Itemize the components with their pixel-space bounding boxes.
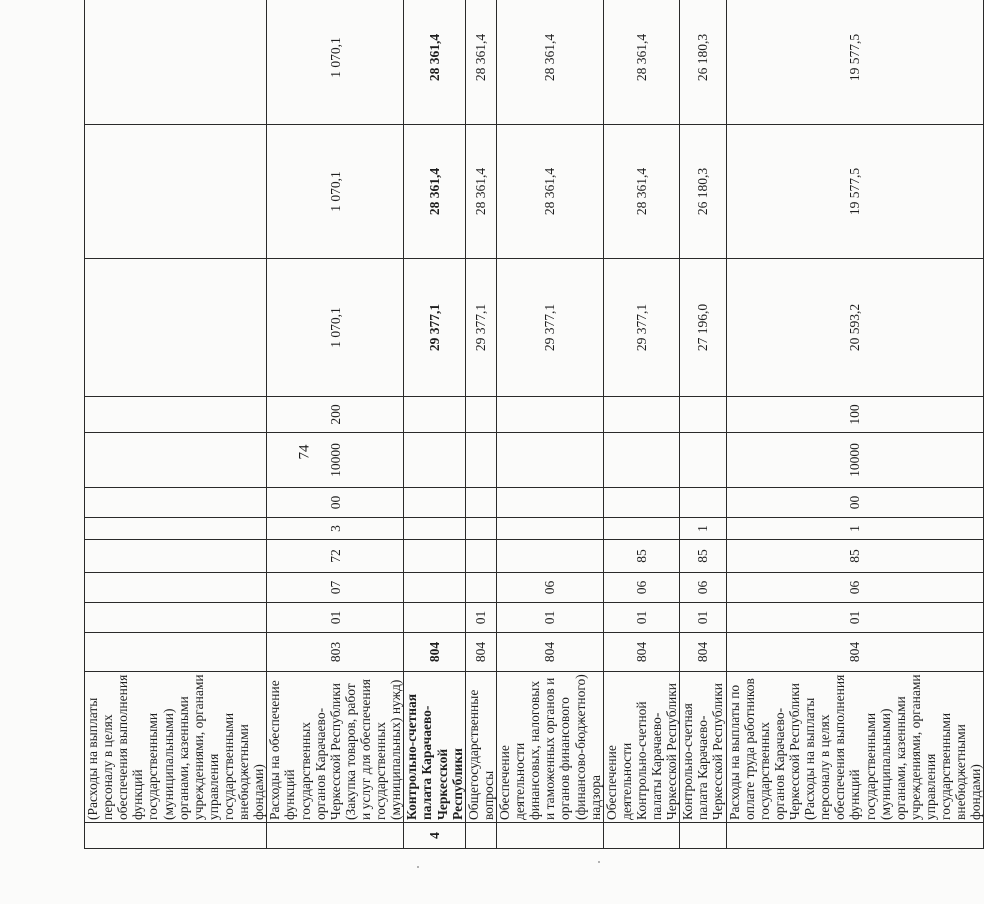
podrazdel-code (85, 573, 267, 603)
cs-direction-code: 10000 (726, 433, 984, 488)
amount-year-2: 26 180,3 (680, 125, 726, 259)
row-name: (Расходы на выплаты персоналу в целях обеспечения выполнения функций государственными (муниципальными) органами, казенными учреждениями, органами управления государственными внебюджетными фондами) (85, 672, 267, 823)
table-row (496, 0, 603, 849)
amount-year-3: 1 070,1 (267, 0, 404, 125)
amount-year-3: 28 361,4 (404, 0, 465, 125)
table-row (404, 0, 465, 849)
podrazdel-code: 06 (726, 573, 984, 603)
cs-measure-code (85, 488, 267, 518)
row-name: Расходы на выплаты по оплате труда работников государственных органов Карачаево-Черкесской Республики (Расходы на выплаты персоналу в целях обеспечения выполнения функций государственными (муниципальными) органами, казенными учреждениями, органами управления государственными внебюджетными фондами) (726, 672, 984, 823)
razdel-code: 01 (465, 603, 496, 633)
podrazdel-code: 06 (680, 573, 726, 603)
row-index (726, 823, 984, 849)
cs-direction-code (603, 433, 680, 488)
cs-subprogram-code (603, 518, 680, 540)
vr-code: 200 (267, 397, 404, 433)
ved-code: 804 (603, 633, 680, 672)
amount-year-3: 26 180,3 (680, 0, 726, 125)
amount-year-2: 28 361,4 (465, 125, 496, 259)
amount-year-1: 27 196,0 (680, 259, 726, 397)
podrazdel-code: 07 (267, 573, 404, 603)
amount-year-1: 29 377,1 (404, 259, 465, 397)
amount-year-1: 29 377,1 (496, 259, 603, 397)
ved-code: 804 (465, 633, 496, 672)
cs-program-code (465, 540, 496, 573)
ved-code: 803 (267, 633, 404, 672)
budget-table (84, 0, 984, 849)
cs-program-code (85, 540, 267, 573)
table-row (465, 0, 496, 849)
row-index (267, 823, 404, 849)
row-name: Обеспечение деятельности финансовых, налоговых и таможенных органов и органов финансового (финансово-бюджетного) надзора (496, 672, 603, 823)
cs-program-code (496, 540, 603, 573)
row-index: 4 (404, 823, 465, 849)
cs-direction-code (496, 433, 603, 488)
scan-speck (417, 866, 419, 868)
amount-year-1: 29 377,1 (465, 259, 496, 397)
amount-year-3: 28 361,4 (603, 0, 680, 125)
row-name: Контрольно-счетная палата Карачаево-Черкесской Республики (680, 672, 726, 823)
row-index (680, 823, 726, 849)
vr-code (465, 397, 496, 433)
vr-code (603, 397, 680, 433)
ved-code: 804 (496, 633, 603, 672)
scan-speck (598, 861, 600, 863)
cs-measure-code (680, 488, 726, 518)
ved-code: 804 (726, 633, 984, 672)
amount-year-1 (85, 259, 267, 397)
amount-year-1: 29 377,1 (603, 259, 680, 397)
razdel-code: 01 (496, 603, 603, 633)
table-row (726, 0, 984, 849)
cs-program-code: 85 (726, 540, 984, 573)
podrazdel-code (404, 573, 465, 603)
cs-direction-code: 10000 (267, 433, 404, 488)
cs-direction-code (680, 433, 726, 488)
razdel-code: 01 (267, 603, 404, 633)
razdel-code: 01 (726, 603, 984, 633)
amount-year-3: 19 577,5 (726, 0, 984, 125)
amount-year-1: 20 593,2 (726, 259, 984, 397)
cs-measure-code (465, 488, 496, 518)
cs-measure-code: 00 (267, 488, 404, 518)
amount-year-2 (85, 125, 267, 259)
ved-code: 804 (680, 633, 726, 672)
cs-program-code: 85 (603, 540, 680, 573)
row-name: Обеспечение деятельности Контрольно-счетной палаты Карачаево-Черкесской Республики (603, 672, 680, 823)
vr-code: 100 (726, 397, 984, 433)
podrazdel-code (465, 573, 496, 603)
amount-year-3: 28 361,4 (496, 0, 603, 125)
amount-year-3 (85, 0, 267, 125)
ved-code: 804 (404, 633, 465, 672)
amount-year-3: 28 361,4 (465, 0, 496, 125)
cs-measure-code: 00 (726, 488, 984, 518)
cs-measure-code (496, 488, 603, 518)
cs-measure-code (404, 488, 465, 518)
razdel-code (85, 603, 267, 633)
cs-subprogram-code (85, 518, 267, 540)
row-index (85, 823, 267, 849)
row-index (496, 823, 603, 849)
amount-year-2: 28 361,4 (404, 125, 465, 259)
amount-year-2: 19 577,5 (726, 125, 984, 259)
cs-subprogram-code: 1 (726, 518, 984, 540)
razdel-code (404, 603, 465, 633)
page-number: 74 (296, 444, 313, 460)
cs-subprogram-code (465, 518, 496, 540)
cs-measure-code (603, 488, 680, 518)
amount-year-2: 1 070,1 (267, 125, 404, 259)
table-row (603, 0, 680, 849)
amount-year-2: 28 361,4 (603, 125, 680, 259)
table-row (85, 0, 267, 849)
cs-direction-code (404, 433, 465, 488)
row-index (603, 823, 680, 849)
row-name: Расходы на обеспечение функций государственных органов Карачаево-Черкесской Республики (Закупка товаров, работ и услуг для обеспечения государственных (муниципальных) нужд) (267, 672, 404, 823)
vr-code (496, 397, 603, 433)
razdel-code: 01 (603, 603, 680, 633)
vr-code (404, 397, 465, 433)
cs-subprogram-code: 3 (267, 518, 404, 540)
cs-direction-code (465, 433, 496, 488)
cs-subprogram-code (404, 518, 465, 540)
ved-code (85, 633, 267, 672)
table-row (267, 0, 404, 849)
vr-code (85, 397, 267, 433)
cs-program-code: 85 (680, 540, 726, 573)
table-row (680, 0, 726, 849)
podrazdel-code: 06 (496, 573, 603, 603)
cs-program-code (404, 540, 465, 573)
row-name: Общегосударственные вопросы (465, 672, 496, 823)
cs-subprogram-code (496, 518, 603, 540)
amount-year-2: 28 361,4 (496, 125, 603, 259)
row-name: Контрольно-счетная палата Карачаево-Черкесской Республики (404, 672, 465, 823)
cs-direction-code (85, 433, 267, 488)
podrazdel-code: 06 (603, 573, 680, 603)
razdel-code: 01 (680, 603, 726, 633)
cs-subprogram-code: 1 (680, 518, 726, 540)
budget-table-rotated (84, 33, 984, 849)
vr-code (680, 397, 726, 433)
cs-program-code: 72 (267, 540, 404, 573)
amount-year-1: 1 070,1 (267, 259, 404, 397)
row-index (465, 823, 496, 849)
